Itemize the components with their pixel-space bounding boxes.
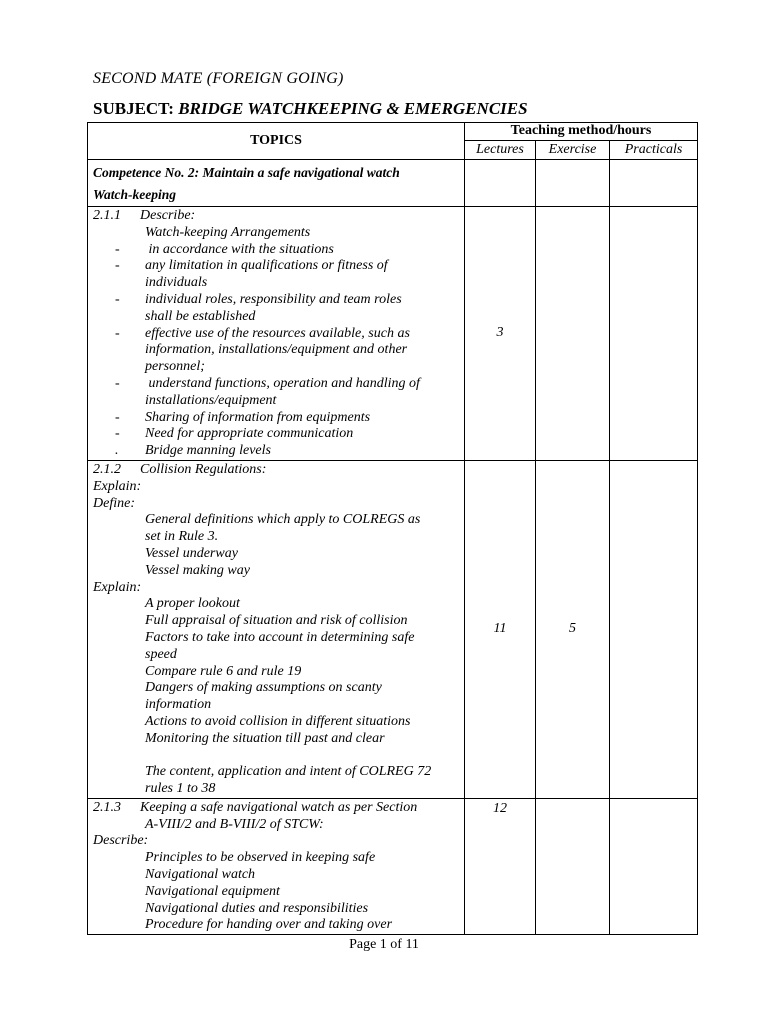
- bullet-marker: .: [115, 443, 119, 459]
- topic-text: A proper lookout: [145, 596, 240, 612]
- topic-text: Collision Regulations:: [140, 461, 267, 477]
- bullet-marker: -: [115, 375, 120, 391]
- topic-line: [93, 546, 459, 563]
- topic-text: Describe:: [93, 833, 149, 849]
- topic-text: Principles to be observed in keeping safe: [145, 850, 376, 866]
- topic-text: shall be established: [145, 308, 256, 324]
- topic-number: 2.1.2: [93, 461, 121, 477]
- practicals-value: [610, 207, 698, 461]
- syllabus-table: [87, 122, 698, 935]
- topic-line: [93, 462, 459, 479]
- teaching-method-header: Teaching method/hours: [465, 123, 698, 141]
- table-row: [88, 207, 698, 461]
- topic-line: [93, 850, 459, 867]
- topic-cell-2-1-3: [88, 798, 465, 934]
- topic-number: 2.1.3: [93, 799, 121, 815]
- course-title: SECOND MATE (FOREIGN GOING): [93, 70, 344, 87]
- topic-text: information: [145, 697, 212, 713]
- topic-text: General definitions which apply to COLREGS as: [145, 512, 421, 528]
- exercise-value: 5: [536, 460, 610, 798]
- topic-text: any limitation in qualifications or fitness of: [145, 258, 388, 274]
- topic-line: [93, 800, 459, 817]
- topic-line: [93, 309, 459, 326]
- subject-title: BRIDGE WATCHKEEPING & EMERGENCIES: [178, 99, 528, 118]
- practicals-value: [610, 460, 698, 798]
- topic-line: [93, 697, 459, 714]
- topic-line: [93, 580, 459, 597]
- competence-practicals: [610, 160, 698, 207]
- competence-title: Competence No. 2: Maintain a safe navigational watch: [93, 165, 400, 180]
- bullet-marker: -: [115, 241, 120, 257]
- topic-line: [93, 917, 459, 934]
- topic-line: [93, 901, 459, 918]
- topic-line: [93, 242, 459, 259]
- topic-line: [93, 359, 459, 376]
- topic-line: [93, 208, 459, 225]
- lectures-value: 12: [465, 798, 536, 934]
- exercise-value: [536, 207, 610, 461]
- topic-line: [93, 529, 459, 546]
- topic-text: Bridge manning levels: [145, 443, 271, 459]
- topic-line: [93, 496, 459, 513]
- topic-text: Procedure for handing over and taking over: [145, 917, 393, 933]
- competence-exercise: [536, 160, 610, 207]
- topic-line: [93, 884, 459, 901]
- topic-text: Vessel underway: [145, 545, 238, 561]
- topic-text: Navigational equipment: [145, 883, 280, 899]
- topic-line: [93, 613, 459, 630]
- topic-line: [93, 410, 459, 427]
- topic-line: [93, 225, 459, 242]
- topic-text: Dangers of making assumptions on scanty: [145, 680, 382, 696]
- lectures-header: Lectures: [465, 141, 536, 160]
- topic-text: speed: [145, 646, 177, 662]
- topic-text: Full appraisal of situation and risk of collision: [145, 613, 408, 629]
- topic-text: Factors to take into account in determining safe: [145, 629, 415, 645]
- topic-line: [93, 731, 459, 748]
- topic-line: [93, 764, 459, 781]
- topic-text: Navigational watch: [145, 867, 256, 883]
- practicals-header: Practicals: [610, 141, 698, 160]
- topic-line: [93, 426, 459, 443]
- topic-line: [93, 342, 459, 359]
- topic-text: Describe:: [140, 208, 196, 223]
- competence-subtitle: Watch-keeping: [93, 187, 176, 202]
- topic-line: [93, 596, 459, 613]
- topic-line: [93, 664, 459, 681]
- topic-text: Keeping a safe navigational watch as per Section: [140, 799, 418, 815]
- topic-line: [93, 393, 459, 410]
- subject-heading: [93, 99, 528, 119]
- topic-text: The content, application and intent of COLREG 72: [145, 764, 432, 780]
- topic-line: [93, 781, 459, 798]
- topic-line: [93, 258, 459, 275]
- topics-header: TOPICS: [88, 123, 465, 160]
- topic-text: personnel;: [145, 359, 205, 375]
- topic-line: [93, 292, 459, 309]
- bullet-marker: -: [115, 258, 120, 274]
- bullet-marker: -: [115, 426, 120, 442]
- topic-text: Explain:: [93, 579, 142, 595]
- page-number: Page 1 of 11: [349, 937, 419, 952]
- exercise-value: [536, 798, 610, 934]
- topic-text: Explain:: [93, 478, 142, 494]
- competence-cell: [88, 160, 465, 207]
- lectures-value: 11: [465, 460, 536, 798]
- topic-line: [93, 714, 459, 731]
- topic-line: [93, 376, 459, 393]
- topic-text: Actions to avoid collision in different situations: [145, 713, 411, 729]
- topic-text: Need for appropriate communication: [145, 426, 354, 442]
- topic-number: 2.1.1: [93, 208, 121, 223]
- topic-line: [93, 867, 459, 884]
- bullet-marker: -: [115, 325, 120, 341]
- topic-text: set in Rule 3.: [145, 529, 219, 545]
- topic-text: installations/equipment: [145, 392, 277, 408]
- topic-cell-2-1-2: [88, 460, 465, 798]
- topic-text: effective use of the resources available, such as: [145, 325, 410, 341]
- topic-text: Navigational duties and responsibilities: [145, 900, 369, 916]
- subject-label: SUBJECT:: [93, 99, 174, 118]
- table-row: [88, 460, 698, 798]
- topic-line: [93, 833, 459, 850]
- topic-text: Define:: [93, 495, 135, 511]
- topic-cell-2-1-1: [88, 207, 465, 461]
- topic-line: [93, 563, 459, 580]
- exercise-header: Exercise: [536, 141, 610, 160]
- topic-line: [93, 817, 459, 834]
- topic-line: [93, 647, 459, 664]
- topic-text: individual roles, responsibility and team roles: [145, 291, 402, 307]
- topic-line: [93, 275, 459, 292]
- topic-text: understand functions, operation and handling of: [145, 375, 420, 391]
- topic-text: Vessel making way: [145, 562, 250, 578]
- topic-text: in accordance with the situations: [145, 241, 334, 257]
- topic-text: A-VIII/2 and B-VIII/2 of STCW:: [145, 816, 324, 832]
- topic-text: Monitoring the situation till past and clear: [145, 730, 385, 746]
- topic-text: information, installations/equipment and other: [145, 342, 408, 358]
- topic-line: [93, 443, 459, 460]
- lectures-value: 3: [465, 207, 536, 461]
- bullet-marker: -: [115, 409, 120, 425]
- topic-line: [93, 512, 459, 529]
- bullet-marker: -: [115, 291, 120, 307]
- topic-line: [93, 748, 459, 765]
- topic-text: Sharing of information from equipments: [145, 409, 371, 425]
- topic-line: [93, 630, 459, 647]
- topic-line: [93, 479, 459, 496]
- topic-line: [93, 326, 459, 343]
- topic-text: individuals: [145, 275, 208, 291]
- topic-line: [93, 680, 459, 697]
- practicals-value: [610, 798, 698, 934]
- topic-text: rules 1 to 38: [145, 781, 216, 797]
- competence-lectures: [465, 160, 536, 207]
- table-row: [88, 798, 698, 934]
- topic-text: Watch-keeping Arrangements: [145, 224, 311, 240]
- topic-text: Compare rule 6 and rule 19: [145, 663, 302, 679]
